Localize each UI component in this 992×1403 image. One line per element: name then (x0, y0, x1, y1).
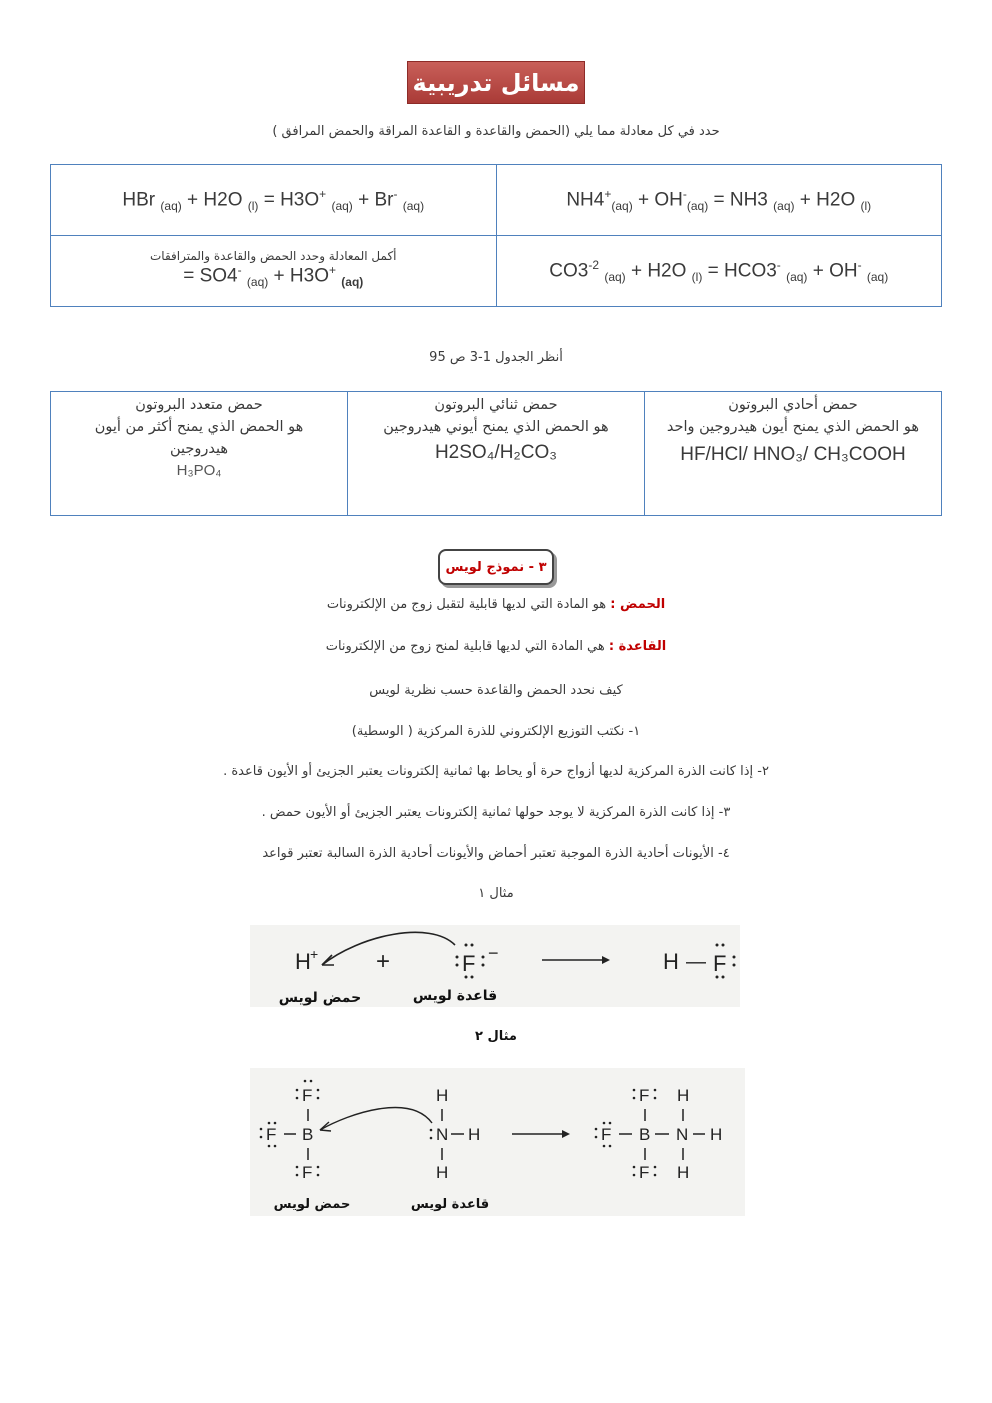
monoprotic-cell (645, 392, 942, 516)
example-1-label: مثال ١ (478, 886, 514, 901)
adduct-product (595, 1086, 723, 1182)
svg-text:H: H (436, 1086, 449, 1105)
example-2-figure (250, 1068, 745, 1216)
instruction-text: حدد في كل معادلة مما يلي (الحمض والقاعدة و القاعدة المراقة والحمض المرافق ) (272, 124, 720, 139)
example-1-figure (250, 925, 740, 1007)
cell-heading: حمض متعدد البروتون (135, 397, 263, 413)
svg-text:B: B (302, 1125, 314, 1144)
lewis-base-caption: قاعدة لويس (410, 1197, 490, 1212)
equations-table (50, 164, 942, 307)
step-2: ٢- إذا كانت الذرة المركزية لديها أزواج حرة أو يحاط بها ثمانية إلكترونات يعتبر الجزيئ أو الأيون قاعدة . (223, 764, 769, 779)
page-title: مسائل تدريبية (407, 61, 585, 104)
svg-text:F: F (639, 1163, 650, 1182)
svg-text:F: F (266, 1125, 277, 1144)
fluoride-ion (456, 943, 499, 979)
svg-text:H: H (436, 1163, 449, 1182)
cell-definition: هو الحمض الذي يمنح أكثر من أيون هيدروجين (94, 419, 304, 457)
lewis-model-heading: ٣ - نموذج لويس (438, 549, 554, 585)
svg-text:H: H (468, 1125, 481, 1144)
equation-nh4: $NH4^+_{(aq)} + OH^-_{(aq)} = NH3$ $_{(aq)}$ + H2O $_{(l)}$ (496, 165, 942, 236)
svg-text:F: F (302, 1163, 313, 1182)
svg-text:F: F (713, 951, 727, 976)
svg-text:−: − (488, 943, 499, 963)
cell-definition: هو الحمض الذي يمنح أيوني هيدروجين (383, 419, 609, 435)
base-label: القاعدة : (608, 639, 667, 654)
svg-text:H: H (677, 1086, 690, 1105)
example-2-label: مثال ٢ (475, 1029, 517, 1044)
lewis-acid-caption: حمض لويس (273, 1197, 351, 1212)
svg-text:B: B (639, 1125, 651, 1144)
polyprotic-cell (51, 392, 348, 516)
cell-examples: HF/HCl/ HNO₃/ CH₃COOH (680, 444, 906, 465)
svg-text:H: H (663, 949, 679, 974)
svg-text:N: N (676, 1125, 689, 1144)
electron-pair-arrow (320, 1108, 432, 1130)
proton-symbol: H (295, 949, 311, 974)
boron-trifluoride (260, 1080, 320, 1182)
acid-types-table (50, 391, 942, 516)
svg-text:F: F (302, 1086, 313, 1105)
proton-charge: + (310, 946, 319, 962)
svg-text:F: F (462, 951, 476, 976)
plus-sign: + (376, 948, 391, 975)
equation-co3: $CO3^{-2}$ $_{(aq)}$ + H2O $_{(l)}$ = HCO3- $_{(aq)}$ + OH- $_{(aq)}$ (496, 236, 942, 307)
hydrogen-fluoride-product (663, 944, 736, 979)
ammonia (430, 1086, 481, 1182)
svg-text:H: H (677, 1163, 690, 1182)
lewis-acid-caption: حمض لويس (278, 990, 362, 1006)
cell-heading: حمض ثنائي البروتون (434, 397, 558, 413)
cell-definition: هو الحمض الذي يمنح أيون هيدروجين واحد (666, 419, 920, 435)
complete-equation-note: أكمل المعادلة وحدد الحمض والقاعدة والمترافقات (150, 248, 397, 263)
lewis-base-caption: قاعدة لويس (412, 988, 498, 1004)
diprotic-cell (348, 392, 645, 516)
base-definition: القاعدة : هي المادة التي لديها قابلية لمنح زوج من الإلكترونات (325, 639, 667, 654)
acid-label: الحمض : (610, 597, 666, 612)
step-4: ٤- الأيونات أحادية الذرة الموجبة تعتبر أحماض والأيونات أحادية الذرة السالبة تعتبر قواعد (262, 846, 730, 861)
cell-heading: حمض أحادي البروتون (728, 397, 858, 413)
equation-hbr: HBr $_{(aq)}$ + H2O $_{(l)}$ = H3O+ $_{(aq)}$ + Br- $_{(aq)}$ (51, 165, 497, 236)
equation-so4: أكمل المعادلة وحدد الحمض والقاعدة والمترافقات = SO4- $_{(aq)}$ + H3O+ $_{(aq)}$ (51, 236, 497, 307)
cell-examples: H₃PO₄ (176, 462, 222, 479)
see-table-reference: أنظر الجدول 1-3 ص 95 (429, 350, 563, 365)
svg-text:—: — (686, 951, 706, 973)
svg-text:H: H (710, 1125, 723, 1144)
how-to-question: كيف نحدد الحمض والقاعدة حسب نظرية لويس (369, 683, 623, 698)
cell-examples: H2SO₄/H₂CO₃ (434, 442, 558, 463)
svg-text:F: F (639, 1086, 650, 1105)
svg-text:F: F (601, 1125, 612, 1144)
acid-definition: الحمض : هو المادة التي لديها قابلية لتقبل زوج من الإلكترونات (326, 597, 666, 612)
svg-text:N: N (436, 1125, 449, 1144)
step-1: ١- نكتب التوزيع الإلكتروني للذرة المركزية ( الوسطية) (351, 724, 641, 739)
step-3: ٣- إذا كانت الذرة المركزية لا يوجد حولها ثمانية إلكترونات يعتبر الجزيئ أو الأيون حمض . (261, 805, 731, 820)
